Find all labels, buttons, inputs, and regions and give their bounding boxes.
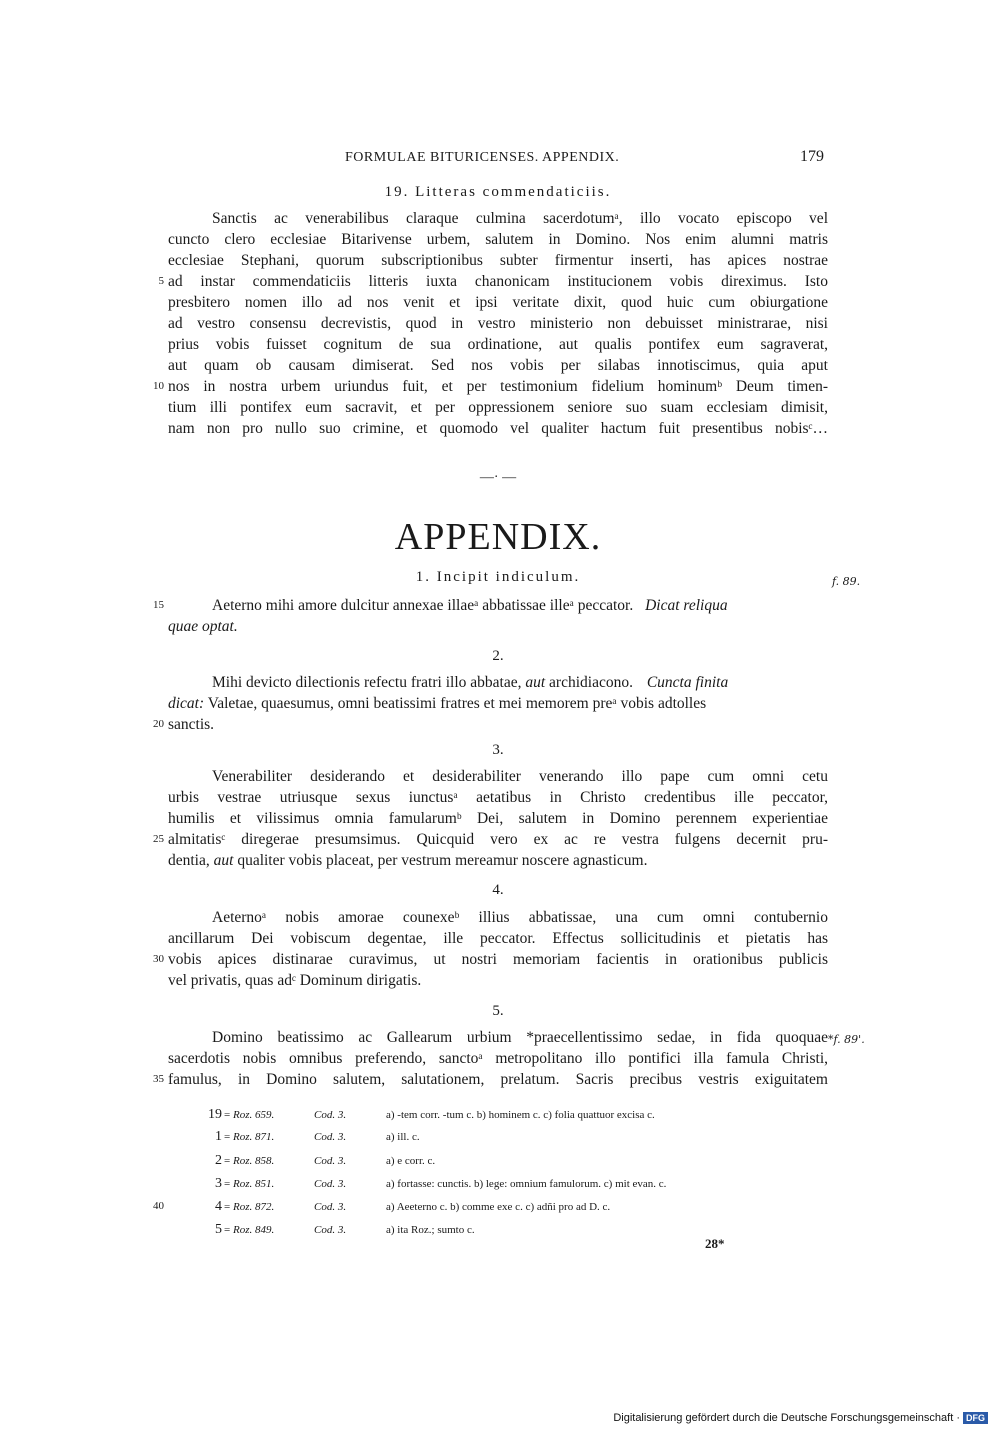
note-cod: Cod. 3. xyxy=(314,1109,347,1121)
text-line xyxy=(212,672,828,693)
text-line: sacerdotis nobis omnibus preferendo, sanctoᵃ metropolitano illo pontifici illa famula Christi, xyxy=(168,1050,828,1067)
text-line: Domino beatissimo ac Gallearum urbium *praecellentissimo sedae, in fida quoquae xyxy=(212,1029,828,1046)
footer-text: Digitalisierung gefördert durch die Deutsche Forschungsgemeinschaft · xyxy=(613,1412,960,1424)
text-line: aut quam ob causam dimiserat. Sed nos vobis per silabas innotiscimus, quia aput xyxy=(168,357,828,374)
text-segment: archidiacono. xyxy=(549,674,633,691)
note-roz: Roz. 871. xyxy=(232,1131,275,1143)
signature-mark: 28* xyxy=(705,1236,725,1251)
text-line: quae optat. xyxy=(168,618,238,635)
note-cod: Cod. 3. xyxy=(314,1155,347,1167)
editorial-italic: Cuncta finita xyxy=(646,674,729,691)
appendix-heading: APPENDIX. xyxy=(394,516,602,558)
line-number: 5 xyxy=(158,275,164,287)
formula-1-title: 1. Incipit indiculum. xyxy=(415,569,581,585)
note-text: a) ill. c. xyxy=(386,1131,420,1143)
line-number: 10 xyxy=(153,380,164,392)
note-number: 4 xyxy=(215,1199,222,1214)
text-line: prius vobis fuisset cognitum de sua ordinatione, aut qualis pontifex eum sagraverat, xyxy=(168,336,828,353)
text-line: presbitero nomen illo ad nos venit et ipsi veritate dixit, quod huic cum obiurgatione xyxy=(168,294,828,311)
note-number: 19 xyxy=(208,1107,222,1122)
text-line: vel privatis, quas adᶜ Dominum dirigatis. xyxy=(168,972,422,989)
line-number: 35 xyxy=(153,1073,164,1085)
note-cod: Cod. 3. xyxy=(314,1131,347,1143)
note-number: 3 xyxy=(215,1176,222,1191)
note-number: 2 xyxy=(215,1153,222,1168)
text-line xyxy=(168,693,828,714)
note-roz: Roz. 849. xyxy=(232,1224,275,1236)
margin-folio-89b: *f. 89'. xyxy=(828,1033,865,1046)
text-segment: dentia, xyxy=(168,852,210,869)
text-line: cuncto clero ecclesiae Bitarivense urbem, salutem in Domino. Nos enim alumni matris xyxy=(168,231,828,248)
text-segment: qualiter vobis placeat, per vestrum mereamur noscere agnasticum. xyxy=(237,852,648,869)
text-line: almitatisᶜ diregerae presumsimus. Quicquid vero ex ac re vestra fulgens decernit pru- xyxy=(168,831,828,848)
formula-2-title: 2. xyxy=(492,648,504,664)
editorial-italic: dicat: xyxy=(168,695,205,712)
note-ref: = Roz. 858. xyxy=(224,1155,275,1167)
formula-3-title: 3. xyxy=(492,742,504,758)
note-text: a) fortasse: cunctis. b) lege: omnium famulorum. c) mit evan. c. xyxy=(386,1178,667,1190)
text-line: Sanctis ac venerabilibus claraque culmina sacerdotumᵃ, illo vocato episcopo vel xyxy=(212,210,828,227)
text-line xyxy=(168,850,828,871)
section-19-title: 19. Litteras commendaticiis. xyxy=(384,184,612,200)
text-line: famulus, in Domino salutem, salutationem, prelatum. Sacris precibus vestris exiguitatem xyxy=(168,1071,828,1088)
line-number: 20 xyxy=(153,718,164,730)
formula-4-title: 4. xyxy=(492,882,504,898)
note-roz: Roz. 858. xyxy=(232,1155,275,1167)
note-ref: = Roz. 872. xyxy=(224,1201,275,1213)
dfg-logo-icon: DFG xyxy=(963,1412,988,1424)
page-number: 179 xyxy=(800,148,824,165)
note-number: 1 xyxy=(215,1129,222,1144)
note-text: a) e corr. c. xyxy=(386,1155,436,1167)
note-text: a) Aeeterno c. b) comme exe c. c) adñi pro ad D. c. xyxy=(386,1201,611,1213)
note-ref: = Roz. 659. xyxy=(224,1109,275,1121)
text-line: ancillarum Dei vobiscum degentae, ille peccator. Effectus sollicitudinis et pietatis has xyxy=(168,930,828,947)
note-text: a) ita Roz.; sumto c. xyxy=(386,1224,475,1236)
editorial-italic: aut xyxy=(213,852,234,869)
text-line xyxy=(212,595,828,616)
editorial-italic: aut xyxy=(525,674,546,691)
note-roz: Roz. 851. xyxy=(232,1178,275,1190)
note-number: 5 xyxy=(215,1222,222,1237)
section-separator: —· — xyxy=(479,470,517,485)
text-line: Aeternoᵃ nobis amorae counexeᵇ illius abbatissae, una cum omni contubernio xyxy=(212,909,828,926)
text-line: vobis apices distinarae curavimus, ut nostri memoriam facientis in orationibus publicis xyxy=(168,951,828,968)
text-segment: Mihi devicto dilectionis refectu fratri illo abbatae, xyxy=(212,674,522,691)
note-cod: Cod. 3. xyxy=(314,1224,347,1236)
text-line: nos in nostra urbem uriundus fuit, et per testimonium fidelium hominumᵇ Deum timen- xyxy=(168,378,828,395)
text-line: tium illi pontifex eum sacravit, et per oppressionem seniore suo suam ecclesiam dimisit, xyxy=(168,399,828,416)
editorial-italic: Dicat reliqua xyxy=(645,597,728,614)
margin-folio-89: f. 89. xyxy=(832,575,861,588)
note-ref: = Roz. 871. xyxy=(224,1131,275,1143)
text-line: sanctis. xyxy=(168,716,215,733)
line-number: 30 xyxy=(153,953,164,965)
text-line: ecclesiae Stephani, quorum subscriptionibus subter firmentur inserti, has apices nostrae xyxy=(168,252,828,269)
note-ref: = Roz. 851. xyxy=(224,1178,275,1190)
note-cod: Cod. 3. xyxy=(314,1201,347,1213)
text-line: humilis et vilissimus omnia famularumᵇ Dei, salutem in Domino perennem experientiae xyxy=(168,810,828,827)
text-line: nam non pro nullo suo crimine, et quomodo vel qualiter hactum fuit presentibus nobisᶜ… xyxy=(168,420,828,437)
note-roz: Roz. 872. xyxy=(232,1201,275,1213)
running-title: FORMULAE BITURICENSES. APPENDIX. xyxy=(345,150,620,165)
text-segment: Aeterno mihi amore dulcitur annexae illaeᵃ abbatissae illeᵃ peccator. xyxy=(212,597,634,614)
line-number: 40 xyxy=(153,1200,164,1212)
note-ref: = Roz. 849. xyxy=(224,1224,275,1236)
text-line: Venerabiliter desiderando et desiderabiliter venerando illo pape cum omni cetu xyxy=(212,768,828,785)
line-number: 25 xyxy=(153,833,164,845)
note-text: a) -tem corr. -tum c. b) hominem c. c) folia quattuor excisa c. xyxy=(386,1109,655,1121)
digitization-footer xyxy=(613,1412,988,1424)
note-roz: Roz. 659. xyxy=(232,1109,275,1121)
text-line: urbis vestrae utriusque sexus iunctusᵃ aetatibus in Christo credentibus ille peccator, xyxy=(168,789,828,806)
formula-5-title: 5. xyxy=(492,1003,504,1019)
line-number: 15 xyxy=(153,599,164,611)
text-line: ad instar commendaticiis litteris iuxta chanonicam institucionem vobis direximus. Isto xyxy=(168,273,828,290)
note-cod: Cod. 3. xyxy=(314,1178,347,1190)
text-line: ad vestro consensu decrevistis, quod in vestro ministerio non debuisset ministrarae, nisi xyxy=(168,315,828,332)
text-segment: Valetae, quaesumus, omni beatissimi fratres et mei memorem preᵃ vobis adtolles xyxy=(207,695,707,712)
